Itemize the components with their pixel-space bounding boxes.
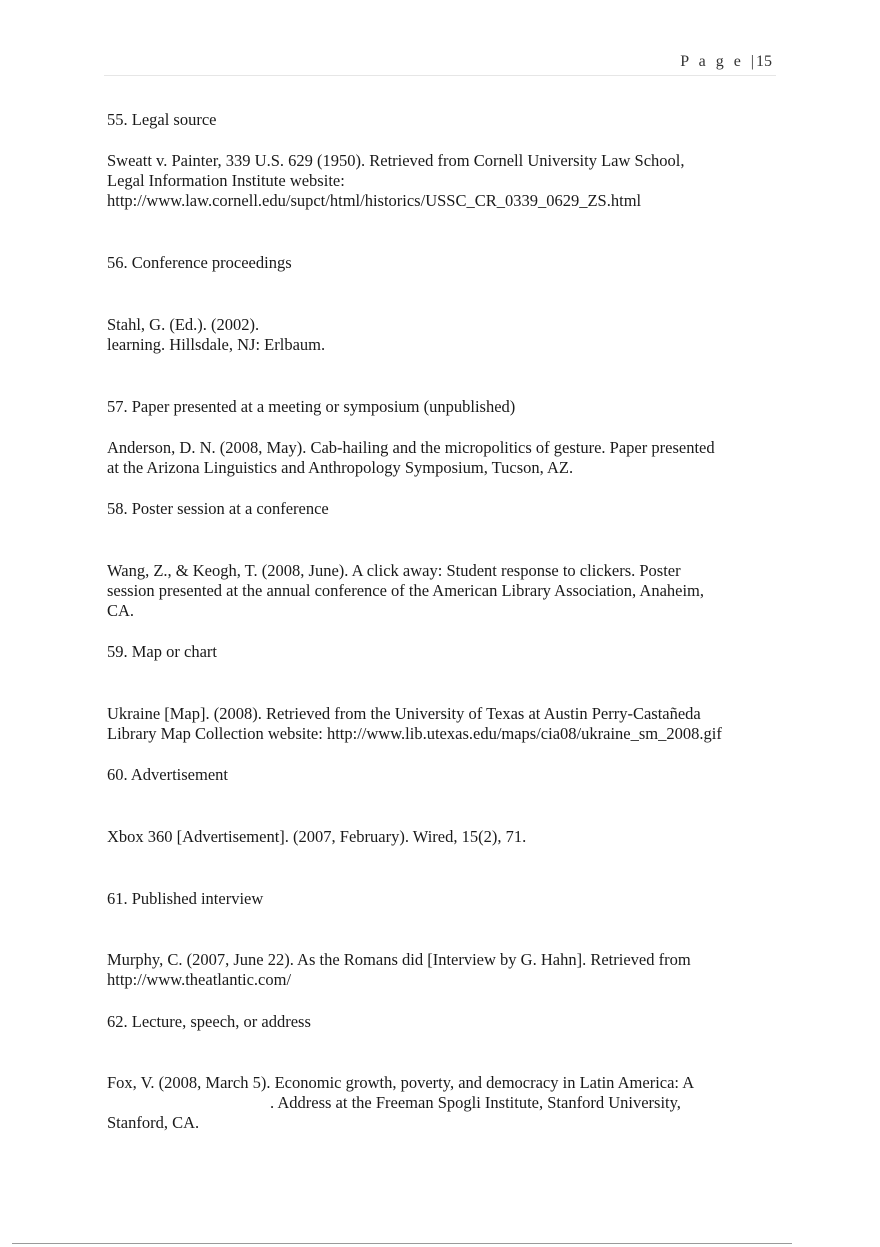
entry-line: Legal Information Institute website: bbox=[107, 171, 345, 190]
entry-line: Murphy, C. (2007, June 22). As the Romans did [Interview by G. Hahn]. Retrieved from bbox=[107, 950, 691, 969]
entry-line: Fox, V. (2008, March 5). Economic growth, poverty, and democracy in Latin America: A bbox=[107, 1073, 695, 1092]
page-label: P a g e bbox=[680, 53, 744, 70]
entry-line: Xbox 360 [Advertisement]. (2007, February). Wired, 15(2), 71. bbox=[107, 827, 527, 846]
entry-line: . Address at the Freeman Spogli Institute, Stanford University, bbox=[270, 1093, 681, 1112]
entry-heading-60: 60. Advertisement bbox=[107, 765, 228, 784]
entry-link[interactable]: http://www.theatlantic.com/ bbox=[107, 970, 292, 989]
page-separator: | bbox=[750, 53, 754, 70]
entry-link[interactable]: http://www.law.cornell.edu/supct/html/historics/USSC_CR_0339_0629_ZS.html bbox=[107, 191, 642, 210]
entry-heading-55: 55. Legal source bbox=[107, 110, 217, 129]
entry-line: Ukraine [Map]. (2008). Retrieved from the University of Texas at Austin Perry-Castañeda bbox=[107, 704, 701, 723]
entry-heading-57: 57. Paper presented at a meeting or symposium (unpublished) bbox=[107, 397, 516, 416]
page-number-value: 15 bbox=[756, 53, 772, 70]
entry-line: learning. Hillsdale, NJ: Erlbaum. bbox=[107, 335, 326, 354]
page-number bbox=[680, 53, 772, 71]
entry-line: Stanford, CA. bbox=[107, 1113, 200, 1132]
entry-line: Stahl, G. (Ed.). (2002). bbox=[107, 315, 260, 334]
footer-rule bbox=[12, 1243, 792, 1244]
entry-line: Sweatt v. Painter, 339 U.S. 629 (1950). Retrieved from Cornell University Law School, bbox=[107, 151, 685, 170]
entry-line: CA. bbox=[107, 601, 135, 620]
entry-line: session presented at the annual conference of the American Library Association, Anaheim, bbox=[107, 581, 705, 600]
page-header bbox=[104, 53, 776, 76]
entry-line: at the Arizona Linguistics and Anthropology Symposium, Tucson, AZ. bbox=[107, 458, 574, 477]
entry-heading-61: 61. Published interview bbox=[107, 889, 264, 908]
entry-line: Wang, Z., & Keogh, T. (2008, June). A click away: Student response to clickers. Poster bbox=[107, 561, 681, 580]
entry-line: Library Map Collection website: http://www.lib.utexas.edu/maps/cia08/ukraine_sm_2008.gif bbox=[107, 724, 722, 743]
entry-heading-59: 59. Map or chart bbox=[107, 642, 217, 661]
entry-line: Anderson, D. N. (2008, May). Cab-hailing and the micropolitics of gesture. Paper presented bbox=[107, 438, 715, 457]
entry-heading-56: 56. Conference proceedings bbox=[107, 253, 292, 272]
entry-heading-58: 58. Poster session at a conference bbox=[107, 499, 329, 518]
entry-heading-62: 62. Lecture, speech, or address bbox=[107, 1012, 311, 1031]
